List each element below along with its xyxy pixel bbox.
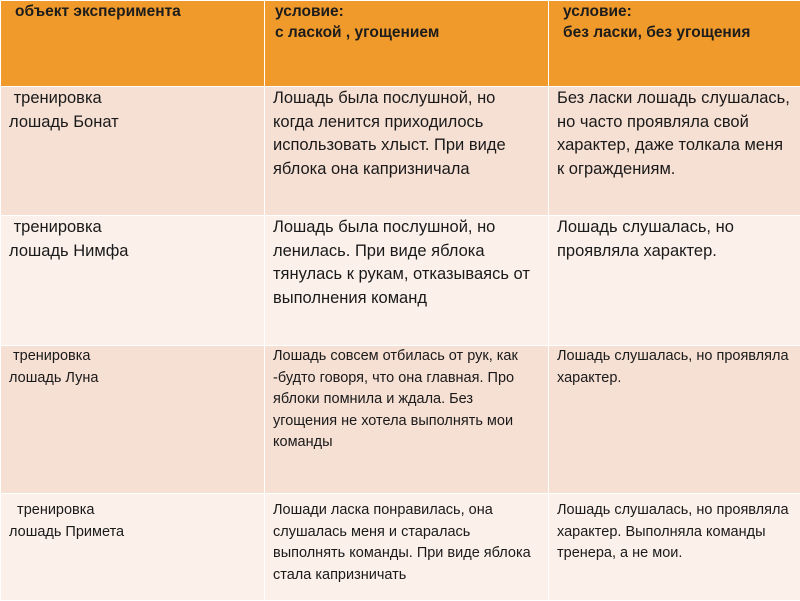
with-affection-cell: Лошадь была послушной, но когда ленится приходилось использовать хлыст. При виде яблока она капризничала xyxy=(265,87,549,216)
table-row xyxy=(1,216,800,346)
table-header-row xyxy=(1,1,800,87)
object-cell xyxy=(1,346,265,494)
header-without-affection xyxy=(549,1,800,87)
with-affection-cell: Лошадь совсем отбилась от рук, как -будто говоря, что она главная. Про яблоки помнила и ждала. Без угощения не хотела выполнять мои команды xyxy=(265,346,549,494)
object-line-2: лошадь Примета xyxy=(9,522,256,544)
table-row xyxy=(1,494,800,601)
header-with-affection-label: условие: с лаской , угощением xyxy=(275,1,540,43)
without-affection-cell: Лошадь слушалась, но проявляла характер. Выполняла команды тренера, а не мои. xyxy=(549,494,800,601)
object-line-1: тренировка xyxy=(9,87,256,111)
object-cell xyxy=(1,494,265,601)
without-affection-cell: Лошадь слушалась, но проявляла характер. xyxy=(549,346,800,494)
object-line-2: лошадь Луна xyxy=(9,368,256,390)
table-row xyxy=(1,87,800,216)
without-affection-cell: Без ласки лошадь слушалась, но часто проявляла свой характер, даже толкала меня к ограждениям. xyxy=(549,87,800,216)
with-affection-cell: Лошади ласка понравилась, она слушалась меня и старалась выполнять команды. При виде яблока стала капризничать xyxy=(265,494,549,601)
object-cell xyxy=(1,216,265,346)
object-line-1: тренировка xyxy=(9,216,256,240)
without-affection-cell: Лошадь слушалась, но проявляла характер. xyxy=(549,216,800,346)
object-cell xyxy=(1,87,265,216)
object-line-1: тренировка xyxy=(9,346,256,368)
table-row xyxy=(1,346,800,494)
with-affection-cell: Лошадь была послушной, но ленилась. При виде яблока тянулась к рукам, отказываясь от выполнения команд xyxy=(265,216,549,346)
header-with-affection xyxy=(265,1,549,87)
object-line-1: тренировка xyxy=(9,500,256,522)
header-object xyxy=(1,1,265,87)
object-line-2: лошадь Бонат xyxy=(9,111,256,135)
header-object-label: объект эксперимента xyxy=(15,3,181,20)
object-line-2: лошадь Нимфа xyxy=(9,240,256,264)
header-without-affection-label: условие: без ласки, без угощения xyxy=(563,1,792,43)
